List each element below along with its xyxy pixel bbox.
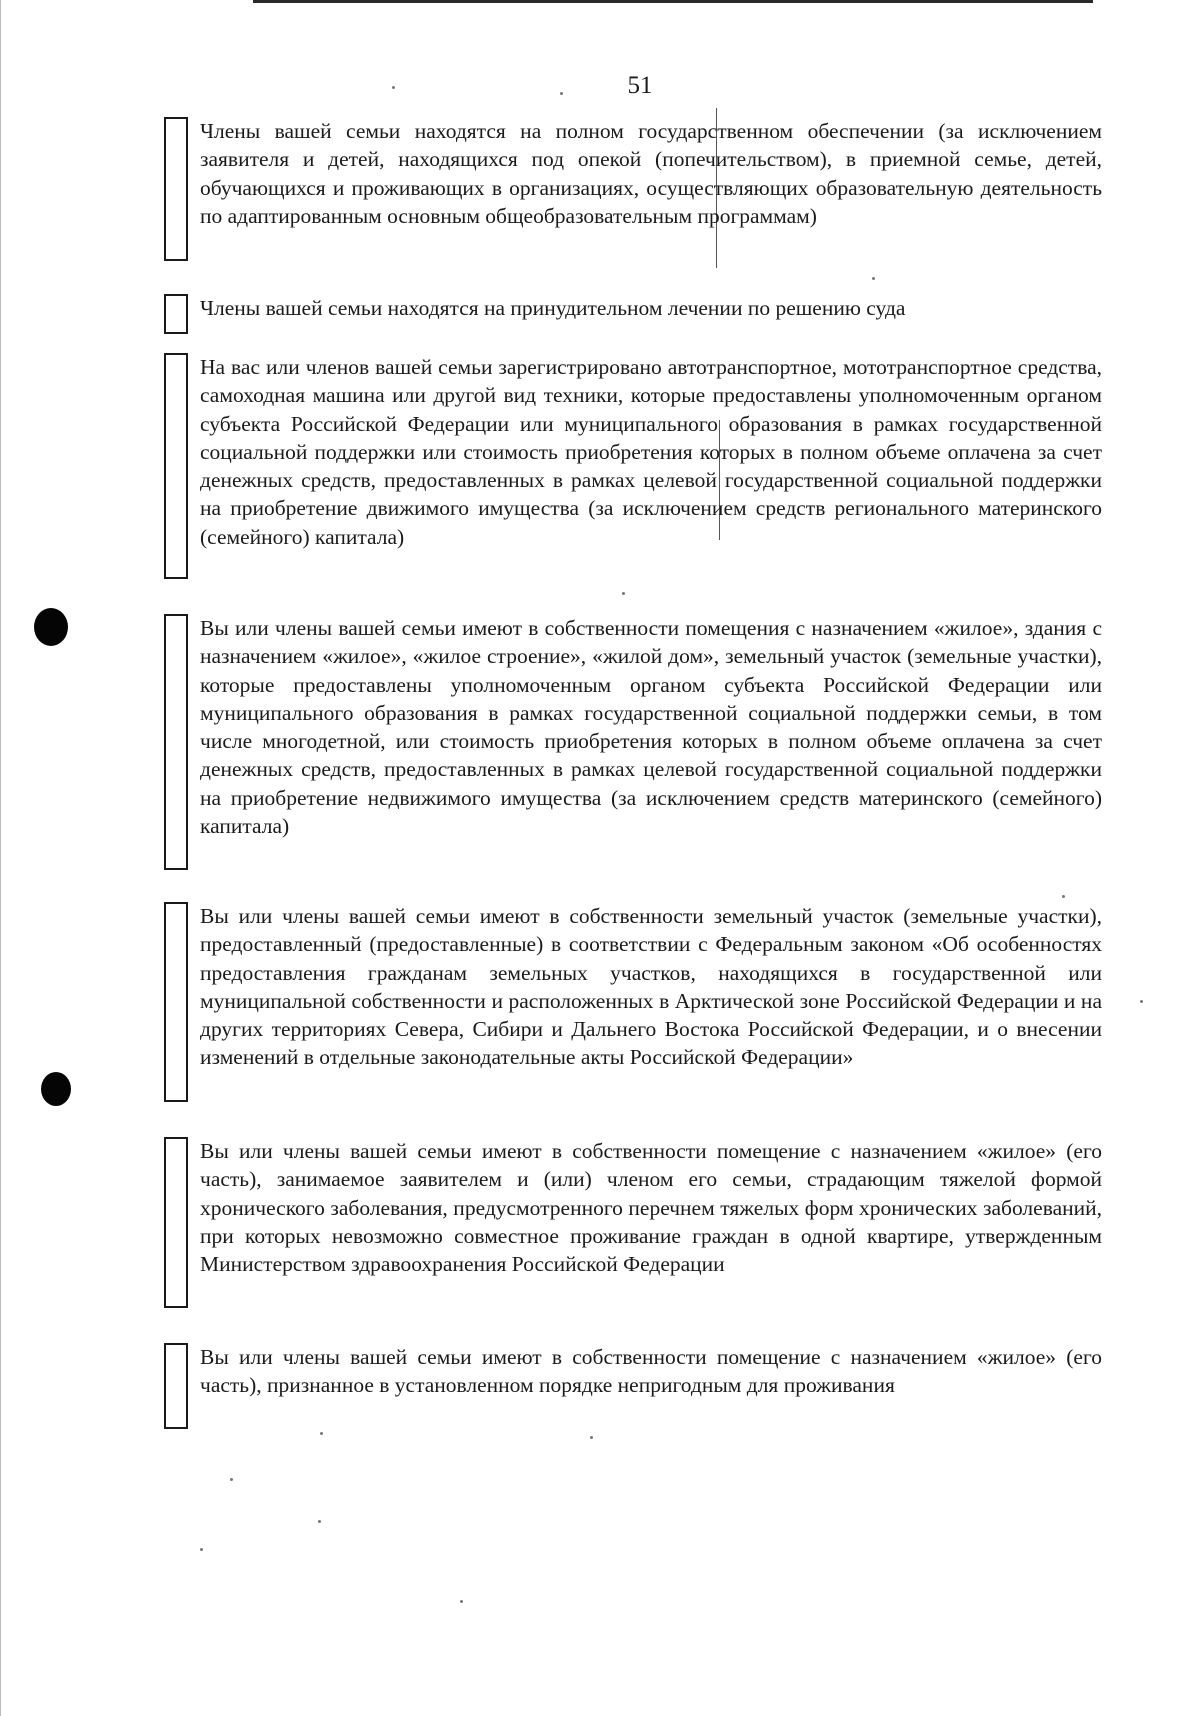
checklist-item-text: Члены вашей семьи находятся на полном государственном обеспечении (за исключением заявителя и детей, находящихся под опекой (попечительством), в приемной семье, детей, обучающихся и проживающих в организациях, осуществляющих образовательную деятельность по адаптированным основным общеобразовательным программам) bbox=[200, 119, 1102, 228]
checklist-item-text: Вы или члены вашей семьи имеют в собственности земельный участок (земельные участки), предоставленный (предоставленные) в соответствии с Федеральным законом «Об особенностях предоставления гражданам земельных участков, находящихся в государственной или муниципальной собственности и расположенных в Арктической зоне Российской Федерации и на других территориях Севера, Сибири и Дальнего Востока Российской Федерации, и о внесении изменений в отдельные законодательные акты Российской Федерации» bbox=[200, 904, 1102, 1070]
checklist-item-text: Члены вашей семьи находятся на принудительном лечении по решению суда bbox=[200, 296, 906, 320]
punch-hole bbox=[41, 1072, 71, 1106]
scan-speck bbox=[560, 92, 563, 95]
checklist-item-text: На вас или членов вашей семьи зарегистрировано автотранспортное, мототранспортное средства, самоходная машина или другой вид техники, которые предоставлены уполномоченным органом субъекта Российской Федерации или муниципального образования в рамках государственной социальной поддержки или стоимость приобретения которых в полном объеме оплачена за счет денежных средств, предоставленных в рамках целевой государственной социальной поддержки на приобретение движимого имущества (за исключением средств регионального материнского (семейного) капитала) bbox=[200, 355, 1102, 549]
checkbox[interactable] bbox=[164, 1137, 188, 1308]
page-number: 51 bbox=[627, 72, 653, 99]
scan-top-border bbox=[253, 0, 1093, 3]
checkbox[interactable] bbox=[164, 902, 188, 1102]
scan-speck bbox=[200, 1548, 203, 1551]
checkbox[interactable] bbox=[164, 117, 188, 261]
punch-hole bbox=[34, 608, 68, 646]
scan-speck bbox=[622, 592, 625, 595]
scan-speck bbox=[392, 86, 395, 89]
checklist-item-text: Вы или члены вашей семьи имеют в собственности помещения с назначением «жилое», здания с назначением «жилое», «жилое строение», «жилой дом», земельный участок (земельные участки), которые предоставлены уполномоченным органом субъекта Российской Федерации или муниципального образования в рамках государственной социальной поддержки семьи, в том числе многодетной, или стоимость приобретения которых в полном объеме оплачена за счет денежных средств, предоставленных в рамках целевой государственной социальной поддержки на приобретение недвижимого имущества (за исключением средств материнского (семейного) капитала) bbox=[200, 616, 1102, 839]
scan-speck bbox=[318, 1520, 321, 1523]
scan-left-edge bbox=[0, 0, 1, 1716]
scan-speck bbox=[872, 277, 875, 280]
checkbox[interactable] bbox=[164, 614, 188, 870]
checkbox[interactable] bbox=[164, 353, 188, 579]
checklist-item-text: Вы или члены вашей семьи имеют в собственности помещение с назначением «жилое» (его часть), занимаемое заявителем и (или) членом его семьи, страдающим тяжелой формой хронического заболевания, предусмотренного перечнем тяжелых форм хронических заболеваний, при которых невозможно совместное проживание граждан в одной квартире, утвержденным Министерством здравоохранения Российской Федерации bbox=[200, 1139, 1102, 1277]
scan-speck bbox=[590, 1436, 593, 1439]
checkbox[interactable] bbox=[164, 1343, 188, 1429]
scan-speck bbox=[230, 1478, 233, 1481]
scan-speck bbox=[1140, 1000, 1143, 1003]
scan-speck bbox=[320, 1432, 323, 1435]
scan-speck bbox=[460, 1600, 463, 1603]
checkbox[interactable] bbox=[164, 294, 188, 334]
checklist-item-text: Вы или члены вашей семьи имеют в собственности помещение с назначением «жилое» (его часть), признанное в установленном порядке непригодным для проживания bbox=[200, 1345, 1102, 1398]
scan-speck bbox=[1062, 895, 1065, 898]
